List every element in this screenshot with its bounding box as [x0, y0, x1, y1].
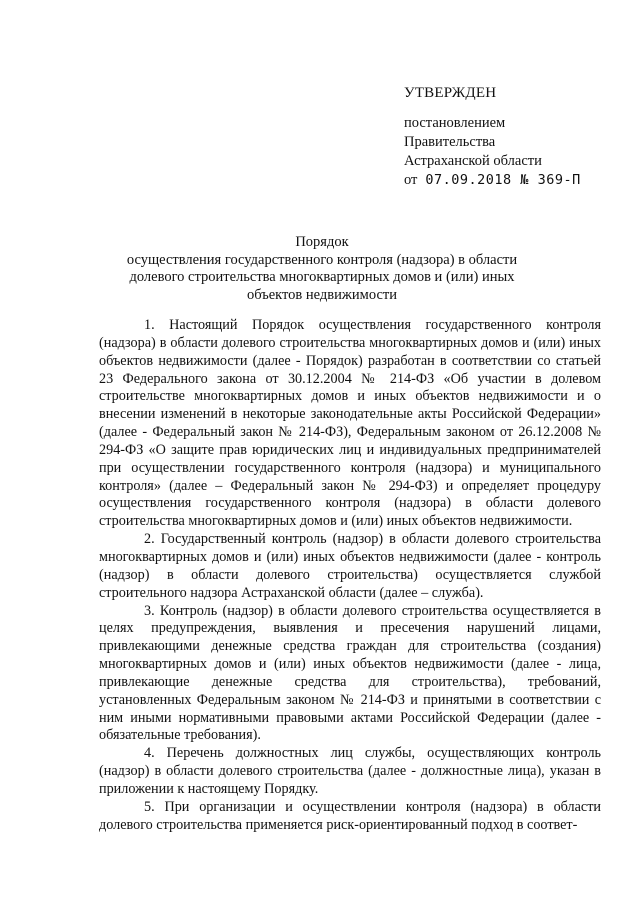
- paragraph-1: 1. Настоящий Порядок осуществления государственного контроля (надзора) в области долевого строительства многоквартирных домов и (или) иных объектов недвижимости (далее - Порядок) разработан в соответствии со статьей 23 Федерального закона от 30.12.2004 № 214-ФЗ «Об участии в долевом строительстве многоквартирных домов и иных объектов недвижимости и о внесении изменений в некоторые законодательные акты Российской Федерации» (далее - Федеральный закон № 214-ФЗ), Федеральным законом от 26.12.2008 № 294-ФЗ «О защите прав юридических лиц и индивидуальных предпринимателей при осуществлении государственного контроля (надзора) и муниципального контроля» (далее – Федеральный закон № 294-ФЗ) и определяет процедуру осуществления государственного контроля (надзора) в области долевого строительства многоквартирных домов и (или) иных объектов недвижимости.: [99, 317, 601, 530]
- paragraph-4: 4. Перечень должностных лиц службы, осуществляющих контроль (надзор) в области долевого строительства (далее - должностные лица), указан в приложении к настоящему Порядку.: [99, 745, 601, 797]
- title-main: Порядок: [295, 234, 349, 250]
- approval-block: [404, 84, 624, 190]
- approval-line-region: Астраханской области: [404, 153, 542, 169]
- title-line-1: осуществления государственного контроля (надзора) в области: [126, 251, 518, 268]
- approval-date-line: [404, 171, 624, 190]
- paragraph-3: 3. Контроль (надзор) в области долевого строительства осуществляется в целях предупреждения, выявления и пресечения нарушений лицами, привлекающими денежные средства граждан для строительства (создания) многоквартирных домов и (или) иных объектов недвижимости (далее - лица, привлекающие денежные средства для строительства), требований, установленных Федеральным законом № 214-ФЗ и принятыми в соответствии с ним иными нормативными правовыми актами Российской Федерации (далее - обязательные требования).: [99, 602, 601, 744]
- approval-heading: УТВЕРЖДЕН: [404, 85, 497, 101]
- approval-date-number-stamp: 07.09.2018 № 369-П: [425, 172, 581, 188]
- approval-line-government: Правительства: [404, 134, 496, 150]
- paragraph-2: 2. Государственный контроль (надзор) в области долевого строительства многоквартирных домов и (или) иных объектов недвижимости (далее - контроль (надзор) в области долевого строительства) осуществляется службой строительного надзора Астраханской области (далее – служба).: [99, 531, 601, 601]
- title-line-2: долевого строительства многоквартирных домов и (или) иных: [129, 269, 515, 286]
- document-title: [80, 234, 564, 304]
- paragraph-5: 5. При организации и осуществлении контроля (надзора) в области долевого строительства применяется риск-ориентированный подход в соответ-: [99, 798, 601, 833]
- approval-from-label: от: [404, 172, 418, 188]
- document-body: [99, 317, 601, 834]
- approval-line-resolution: постановлением: [404, 115, 506, 131]
- title-line-3: объектов недвижимости: [246, 286, 397, 303]
